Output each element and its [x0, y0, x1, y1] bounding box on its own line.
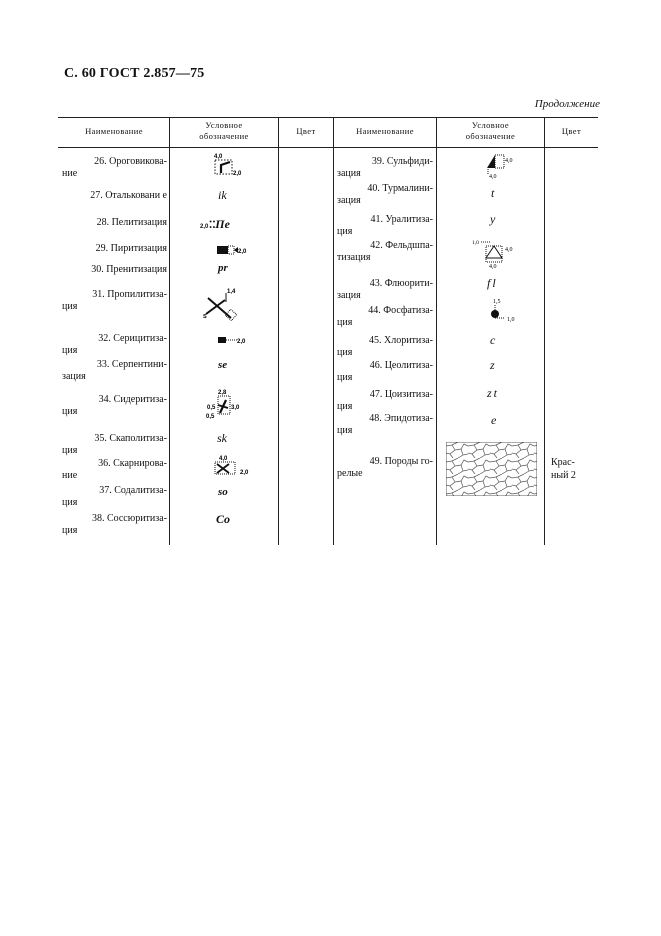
dim-label: 1,4: [227, 289, 236, 295]
row-name-line1: 31. Пропилитиза-: [92, 289, 167, 300]
burnt-rock-pattern-icon: [446, 442, 537, 496]
col-divider-4: [436, 117, 437, 545]
row-name-line1: 44. Фосфатиза-: [368, 305, 433, 316]
row-name-line2: зация: [337, 168, 361, 179]
row-name-line2: ция: [62, 445, 78, 456]
row-name-line1: 30. Пренитизация: [91, 264, 167, 275]
row-name-line2: зация: [337, 195, 361, 206]
dim-label: 4,0: [214, 154, 223, 160]
row-name-line1: 42. Фельдшпа-: [370, 240, 433, 251]
left-row-30: [62, 264, 167, 276]
right-row-48: [337, 413, 433, 437]
symbol-header-line2: обозначение: [199, 131, 249, 141]
row-name-line2: ция: [62, 301, 78, 312]
propylite-symbol-icon: [201, 286, 241, 322]
right-row-41: [337, 214, 433, 238]
row-name-line1: 39. Сульфиди-: [371, 156, 433, 167]
burnt-rock-color: [551, 456, 576, 482]
row-name-line1: 33. Серпентини-: [96, 359, 167, 370]
row-name-line2: ция: [337, 425, 353, 436]
row-name-line2: ция: [337, 372, 353, 383]
row-name-line1: 48. Эпидотиза-: [369, 413, 433, 424]
row-name-line2: ция: [62, 525, 78, 536]
dim-label: 4,0: [219, 456, 228, 462]
dim-label: 0,5: [206, 414, 215, 420]
color-line1: Крас-: [551, 457, 575, 468]
row-name-line1: 36. Скарнирова-: [98, 458, 167, 469]
page-header: С. 60 ГОСТ 2.857—75: [64, 66, 205, 81]
row-name-line2: ция: [337, 401, 353, 412]
serpentine-symbol: se: [218, 359, 228, 371]
left-row-28: [62, 217, 167, 229]
zeolite-symbol: z: [490, 358, 495, 372]
continuation-label: Продолжение: [534, 98, 600, 110]
dim-label: 2,0: [200, 224, 209, 230]
right-row-47: [337, 389, 433, 413]
row-name-line2: зация: [62, 371, 86, 382]
dim-label: 4,0: [489, 264, 497, 269]
pelite-letters: Пе: [215, 217, 230, 231]
row-name-line1: 34. Сидеритиза-: [98, 394, 167, 405]
left-row-34: [62, 394, 167, 418]
zoisite-symbol: zt: [487, 386, 500, 400]
saussurite-symbol: Co: [216, 512, 231, 526]
row-name-line1: 45. Хлоритиза-: [368, 335, 433, 346]
row-name-line1: 28. Пелитизация: [96, 217, 167, 228]
col-divider-3: [333, 117, 334, 545]
row-name-line2: ция: [62, 497, 78, 508]
skarn-symbol-icon: [211, 454, 255, 478]
symbol-header-line2: обозначение: [465, 131, 516, 141]
left-row-37: [62, 485, 167, 509]
sulfide-symbol-icon: [480, 150, 520, 180]
left-row-29: [62, 243, 167, 255]
col-divider-1: [169, 117, 170, 545]
epidote-symbol: e: [491, 413, 497, 427]
left-row-36: [62, 458, 167, 482]
dim-label: 2,8: [218, 390, 227, 396]
row-name-line1: 46. Цеолитиза-: [369, 360, 433, 371]
row-name-line2: ция: [337, 347, 353, 358]
right-row-44: [337, 305, 433, 329]
col-divider-5: [544, 117, 545, 545]
row-name-line2: релые: [337, 468, 363, 479]
symbol-header-line1: Условное: [205, 120, 243, 130]
chlorite-symbol: c: [490, 333, 496, 347]
row-name-line1: 43. Флюорити-: [369, 278, 433, 289]
talc-symbol: ik: [218, 188, 227, 202]
right-row-46: [337, 360, 433, 384]
row-name-line1: 40. Турмалини-: [367, 183, 433, 194]
siderite-symbol-icon: [206, 388, 246, 422]
right-row-39: [337, 156, 433, 180]
right-row-42: [337, 240, 433, 264]
col-divider-2: [278, 117, 279, 545]
row-name-line1: 47. Цоизитиза-: [369, 389, 433, 400]
row-name-line1: 29. Пиритизация: [95, 243, 167, 254]
row-name-line1: 27. Отальковани е: [90, 190, 167, 201]
row-name-line1: 32. Серицитиза-: [98, 333, 167, 344]
row-name-line2: ция: [337, 317, 353, 328]
row-name-line1: 37. Содалитиза-: [99, 485, 167, 496]
dim-label: 4,0: [505, 247, 513, 253]
svg-text:S: S: [203, 314, 207, 320]
dim-label: 2,0: [233, 171, 242, 177]
dim-label: 4,0: [505, 158, 513, 164]
col-header-symbol-right: [437, 120, 544, 142]
dim-label: 2,0: [240, 470, 249, 476]
phosphate-symbol-icon: [485, 296, 525, 324]
row-name-line2: зация: [337, 290, 361, 301]
row-name-line1: 41. Уралитиза-: [370, 214, 433, 225]
left-row-27: [62, 190, 167, 202]
dim-label: 0,5: [207, 405, 216, 411]
left-row-32: [62, 333, 167, 357]
right-row-43: [337, 278, 433, 302]
fluorite-symbol: fl: [487, 276, 498, 290]
feldspar-symbol-icon: [472, 237, 518, 269]
row-name-line2: ция: [62, 345, 78, 356]
dim-label: 2,0: [237, 339, 246, 345]
row-name-line1: 38. Соссюритиза-: [91, 513, 167, 524]
pyrite-symbol-icon: [216, 244, 250, 256]
dim-label: 1,0: [472, 240, 479, 246]
row-name-line2: ция: [337, 226, 353, 237]
col-header-name-left: Наименование: [85, 126, 143, 136]
prehnite-symbol: pr: [218, 262, 228, 274]
row-name-line2: тизация: [337, 252, 371, 263]
sodalite-symbol: so: [218, 486, 228, 498]
table-top-border: [58, 117, 598, 118]
tourmaline-symbol: t: [491, 186, 495, 200]
right-row-49: [337, 456, 433, 480]
col-header-name-right: Наименование: [356, 126, 414, 136]
row-name-line2: ние: [62, 470, 78, 481]
uralite-symbol: y: [490, 212, 496, 226]
row-name-line1: 26. Ороговикова-: [94, 156, 167, 167]
left-row-35: [62, 433, 167, 457]
dim-label: 4,0: [489, 174, 497, 180]
table-header-border: [58, 147, 598, 148]
row-name-line1: 35. Скаполитиза-: [94, 433, 167, 444]
sericite-symbol-icon: [217, 334, 251, 346]
col-header-symbol-left: [170, 120, 278, 142]
left-row-31: [62, 289, 167, 313]
horn-symbol-icon: [211, 151, 247, 179]
col-header-color-right: Цвет: [561, 126, 582, 136]
left-row-33: [62, 359, 167, 383]
dim-label: 2,0: [238, 249, 247, 255]
row-name-line2: ция: [62, 406, 78, 417]
pelite-symbol: 2,0::Пе: [200, 215, 230, 232]
dim-label: 1,5: [493, 299, 501, 305]
dim-label: 1,0: [507, 317, 515, 323]
right-row-45: [337, 335, 433, 359]
left-row-38: [62, 513, 167, 537]
color-line2: ный 2: [551, 470, 576, 481]
dim-label: 3,0: [231, 405, 240, 411]
scapolite-symbol: sk: [217, 431, 227, 445]
symbol-header-line1: Условное: [471, 120, 510, 130]
row-name-line2: ние: [62, 168, 78, 179]
row-name-line1: 49. Породы го-: [369, 456, 433, 467]
left-row-26: [62, 156, 167, 180]
right-row-40: [337, 183, 433, 207]
col-header-color-left: Цвет: [296, 126, 316, 136]
